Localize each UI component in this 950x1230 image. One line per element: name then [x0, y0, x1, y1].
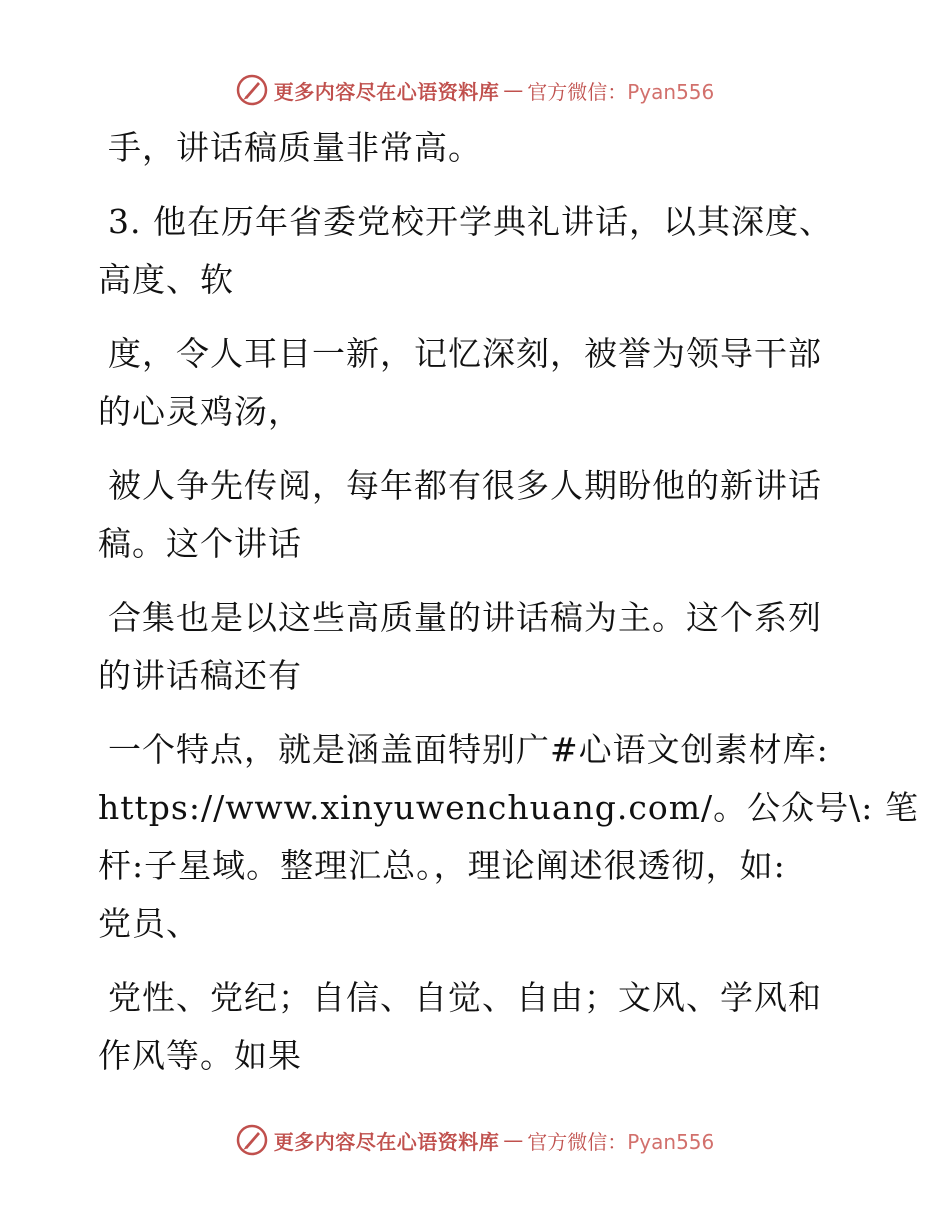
text-line: 一个特点，就是涵盖面特别广#心语文创素材库: — [108, 730, 829, 769]
text-line: 手，讲话稿质量非常高。 — [108, 128, 482, 167]
banner-wechat — [527, 1126, 714, 1155]
text-line: 作风等。如果 — [98, 1036, 302, 1075]
text-line: 高度、软 — [98, 260, 234, 299]
text-line: https://www.xinyuwenchuang.com/。公众号\: 笔 — [98, 788, 919, 827]
wechat-id: Pyan556 — [627, 1129, 715, 1154]
banner-dash: — — [503, 1128, 524, 1152]
banner-title: 更多内容尽在心语资料库 — [273, 79, 500, 104]
wechat-id: Pyan556 — [627, 79, 715, 104]
text-line: 党员、 — [98, 904, 200, 943]
banner-title: 更多内容尽在心语资料库 — [273, 1129, 500, 1154]
text-line: 的讲话稿还有 — [98, 656, 302, 695]
wechat-label: 官方微信： — [527, 1129, 628, 1154]
header-banner — [0, 70, 950, 110]
text-line: 被人争先传阅，每年都有很多人期盼他的新讲话 — [108, 466, 822, 505]
banner-wechat — [527, 76, 714, 105]
text-line: 党性、党纪；自信、自觉、自由；文风、学风和 — [108, 978, 822, 1017]
text-line: 稿。这个讲话 — [98, 524, 302, 563]
quill-logo-icon — [236, 1124, 268, 1156]
quill-logo-icon — [236, 74, 268, 106]
text-line: 度，令人耳目一新，记忆深刻，被誉为领导干部 — [108, 334, 822, 373]
text-line: 3. 他在历年省委党校开学典礼讲话，以其深度、 — [108, 202, 833, 241]
text-line: 合集也是以这些高质量的讲话稿为主。这个系列 — [108, 598, 822, 637]
footer-banner — [0, 1120, 950, 1160]
wechat-label: 官方微信： — [527, 79, 628, 104]
text-line: 杆:子星域。整理汇总。，理论阐述很透彻，如: — [98, 846, 786, 885]
banner-dash: — — [503, 78, 524, 102]
text-line: 的心灵鸡汤， — [98, 392, 302, 431]
